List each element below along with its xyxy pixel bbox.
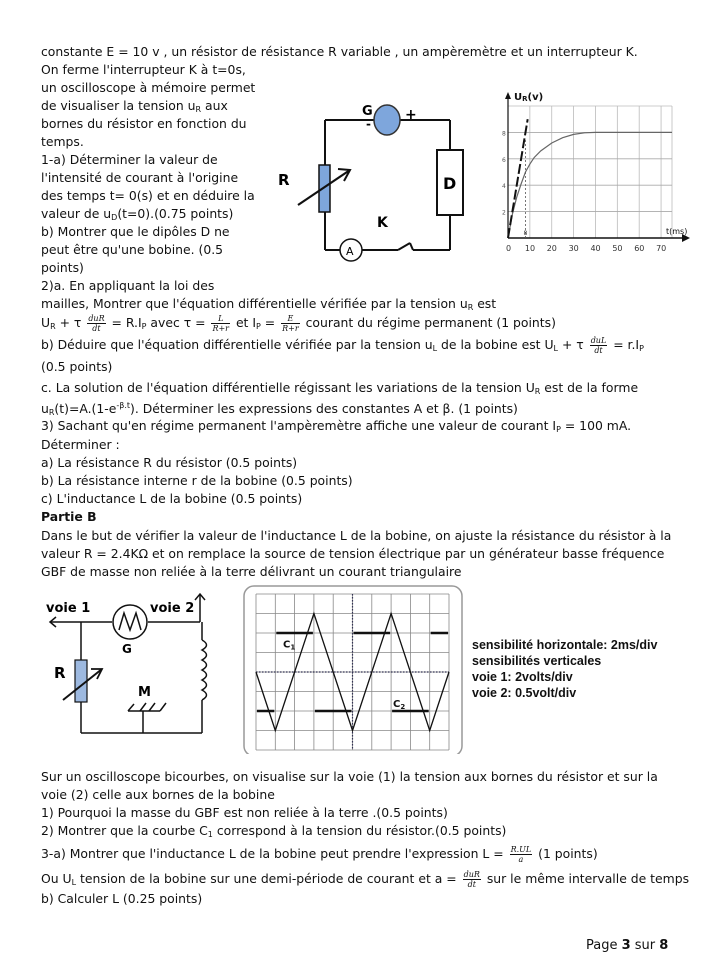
text: b) Déduire que l'équation différentielle vérifiée par la tension u (41, 337, 433, 352)
generator-symbol (374, 105, 400, 135)
x-tick-label: 50 (612, 244, 623, 253)
text-line: peut être qu'une bobine. (0.5 (41, 242, 224, 257)
equation-uR (41, 314, 556, 335)
subscript: R (467, 303, 474, 312)
numerator: duR (463, 870, 480, 879)
oscilloscope-screen (242, 584, 464, 754)
fraction (510, 845, 533, 864)
x-tick-label: 60 (634, 244, 645, 253)
text: ). Déterminer les expressions des constantes A et β. (1 points) (130, 401, 518, 417)
fraction (463, 870, 481, 889)
gbf-symbol (113, 605, 147, 639)
minus-sign: - (366, 117, 371, 131)
denominator: dt (92, 324, 101, 333)
subscript: L (553, 344, 559, 353)
current-page: 3 (621, 938, 631, 953)
x-tick-label: 0 (506, 244, 512, 253)
dipole-label: D (443, 174, 457, 193)
text: U (41, 315, 51, 330)
ground-hatch (149, 703, 155, 711)
c1-label: $C_1$ (283, 639, 296, 652)
question-3c: c) L'inductance L de la bobine (0.5 points) (41, 491, 303, 506)
numerator: L (211, 314, 230, 324)
numerator: R.UL (510, 845, 532, 854)
x-tick-label: 20 (546, 244, 557, 253)
fraction (281, 314, 300, 333)
vertical-sensitivities: sensibilités verticales (472, 654, 602, 668)
question-b1: 1) Pourquoi la masse du GBF est non reliée à la terre .(0.5 points) (41, 805, 448, 820)
subscript: R (50, 322, 56, 331)
subscript: P (256, 322, 261, 331)
subscript: L (71, 878, 77, 887)
mass-label: M (138, 685, 151, 700)
text-line: temps. (41, 134, 84, 149)
denominator: R+r (212, 324, 229, 333)
intro-line: constante E = 10 v , un résistor de résistance R variable , un ampèremètre et un interrupteur K. (41, 44, 638, 59)
text-line (41, 206, 233, 226)
y-axis-label: UR(v) (514, 92, 544, 103)
ammeter-label: A (346, 245, 354, 258)
denominator: a (518, 855, 524, 864)
text: est de la forme (540, 380, 639, 395)
uR-time-chart (500, 88, 700, 268)
text: = 100 mA. (560, 418, 632, 433)
c2-label: $C_2$ (393, 699, 406, 711)
question-1b: b) Montrer que le dipôles D ne (41, 224, 230, 239)
text: de la bobine est U (437, 337, 554, 352)
switch-blade (410, 243, 413, 250)
question-b3b: b) Calculer L (0.25 points) (41, 891, 203, 906)
text: 3) Sachant qu'en régime permanent l'ampèremètre affiche une valeur de courant I (41, 418, 557, 433)
text: c. La solution de l'équation différentielle régissant les variations de la tension U (41, 380, 535, 395)
switch-blade (398, 243, 410, 250)
subscript: 1 (207, 830, 213, 839)
subscript: R (48, 408, 55, 418)
text: + τ (55, 315, 86, 330)
text: + τ (558, 337, 588, 352)
question-2b (41, 336, 644, 357)
text: (t)=A.(1-e (54, 401, 117, 417)
text: Ou U (41, 871, 72, 886)
fraction (211, 314, 230, 333)
switch-label: K (377, 215, 388, 231)
text-line: Déterminer : (41, 437, 120, 452)
y-axis-arrow (505, 92, 511, 99)
question-1a: 1-a) Déterminer la valeur de (41, 152, 218, 167)
numerator: duL (590, 336, 607, 345)
text: et I (232, 315, 257, 330)
question-3a: a) La résistance R du résistor (0.5 points) (41, 455, 298, 470)
inductor-coil (202, 640, 207, 700)
text-line: On ferme l'interrupteur K à t=0s, (41, 62, 246, 77)
section-title-partie-b: Partie B (41, 509, 97, 524)
question-b3a (41, 845, 598, 864)
question-2a: 2)a. En appliquant la loi des (41, 278, 215, 293)
numerator: E (281, 314, 300, 324)
superscript: -β.t (116, 401, 131, 410)
text: est (473, 296, 497, 311)
text: = R.I (107, 315, 142, 330)
denominator: dt (467, 880, 476, 889)
subscript: R (195, 105, 202, 114)
tangent-line (508, 119, 528, 238)
text: = r.I (609, 337, 640, 352)
subscript: P (141, 322, 147, 331)
text: valeur de u (41, 206, 112, 221)
text: = (260, 315, 280, 330)
subscript: P (556, 425, 561, 434)
text-line: (0.5 points) (41, 359, 113, 374)
text-line: l'intensité de courant à l'origine (41, 170, 239, 185)
text: 3-a) Montrer que l'inductance L de la bobine peut prendre l'expression L = (41, 846, 508, 861)
text: (1 points) (534, 846, 598, 861)
text-line: Sur un oscilloscope bicourbes, on visualise sur la voie (1) la tension aux bornes du résistor et sur la (41, 769, 658, 784)
numerator: duR (88, 314, 105, 323)
text-line (41, 296, 496, 316)
question-b2 (41, 823, 506, 843)
voie1-label: voie 1 (46, 601, 91, 616)
voie2-label: voie 2 (150, 601, 195, 616)
text: mailles, Montrer que l'équation différentielle vérifiée par la tension u (41, 296, 468, 311)
text-line: un oscilloscope à mémoire permet (41, 80, 256, 95)
voie1-sensitivity: voie 1: 2volts/div (472, 670, 573, 684)
y-tick-label: 6 (502, 156, 506, 164)
plus-sign: + (405, 107, 417, 123)
horizontal-sensitivity: sensibilité horizontale: 2ms/div (472, 638, 658, 652)
text-line: GBF de masse non reliée à la terre délivrant un courant triangulaire (41, 564, 462, 579)
subscript: R (534, 387, 541, 396)
x-tick-label: 30 (568, 244, 579, 253)
variable-resistor (75, 660, 87, 702)
text: aux (201, 98, 228, 113)
subscript: D (111, 213, 118, 222)
text-line: voie (2) celle aux bornes de la bobine (41, 787, 275, 802)
text: u (41, 401, 49, 417)
tau-marker-label: 8 (523, 230, 528, 237)
x-tick-label: 10 (524, 244, 536, 253)
y-tick-label: 2 (502, 209, 506, 217)
text-line: points) (41, 260, 84, 275)
circuit-diagram-1 (270, 95, 470, 270)
ground-hatch (128, 704, 134, 711)
total-pages: 8 (659, 938, 669, 953)
text-line: Dans le but de vérifier la valeur de l'inductance L de la bobine, on ajuste la résistance du résistor à la (41, 528, 672, 543)
text: sur le même intervalle de temps (482, 871, 690, 886)
text: sur (630, 938, 660, 953)
text: tension de la bobine sur une demi-période de courant et a = (76, 871, 461, 886)
text-line: bornes du résistor en fonction du (41, 116, 247, 131)
fraction (590, 336, 608, 355)
question-3 (41, 418, 631, 438)
circuit-diagram-2 (30, 590, 245, 740)
text-line: valeur R = 2.4KΩ et on remplace la source de tension électrique par un générateur basse fréquence (41, 546, 665, 561)
x-tick-label: 70 (656, 244, 667, 253)
generator-label: G (122, 642, 132, 656)
text: de visualiser la tension u (41, 98, 196, 113)
fraction (87, 314, 105, 333)
ground-hatch (160, 703, 166, 711)
y-tick-label: 8 (502, 130, 506, 138)
text: (t=0).(0.75 points) (117, 206, 234, 221)
ground-hatch (140, 703, 146, 711)
denominator: dt (594, 346, 603, 355)
text: courant du régime permanent (1 points) (301, 315, 556, 330)
generator-label: G (362, 104, 373, 119)
x-tick-label: 40 (590, 244, 601, 253)
x-axis-label: t(ms) (666, 227, 688, 236)
resistor-label: R (54, 664, 66, 682)
text: avec τ = (146, 315, 210, 330)
resistor-label: R (278, 171, 290, 189)
denominator: R+r (282, 324, 299, 333)
text: 2) Montrer que la courbe C (41, 823, 208, 838)
subscript: L (432, 344, 438, 353)
question-2c (41, 380, 638, 400)
text: correspond à la tension du résistor.(0.5 points) (212, 823, 507, 838)
text: Page (586, 938, 622, 953)
text-line: des temps t= 0(s) et en déduire la (41, 188, 255, 203)
subscript: P (639, 344, 644, 353)
y-tick-label: 4 (502, 183, 506, 191)
voie2-sensitivity: voie 2: 0.5volt/div (472, 686, 577, 700)
text-line (41, 870, 689, 891)
question-3b: b) La résistance interne r de la bobine (0.5 points) (41, 473, 353, 488)
text-line (41, 98, 228, 118)
page-number (586, 938, 668, 953)
